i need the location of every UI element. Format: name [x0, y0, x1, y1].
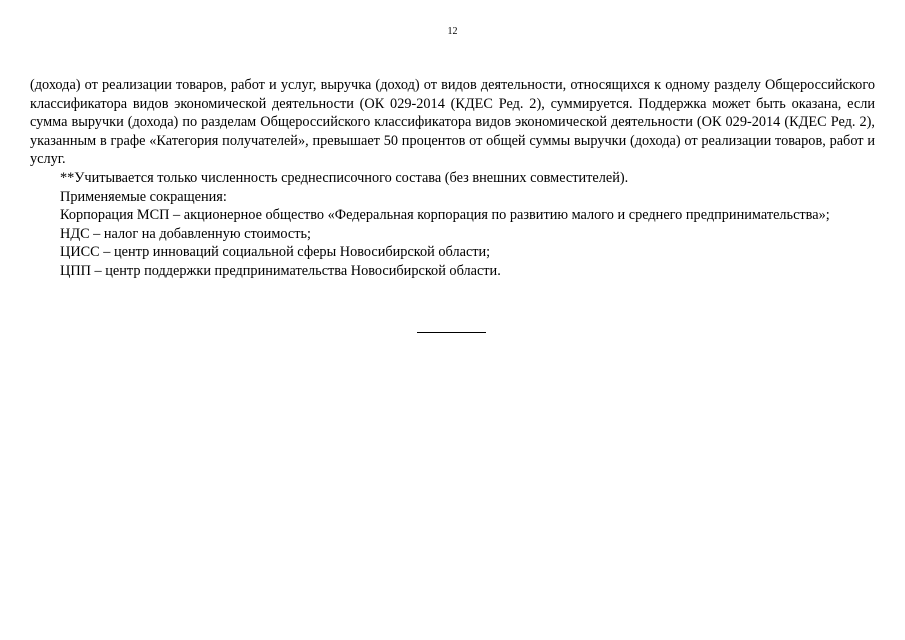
- abbreviation-item: Корпорация МСП – акционерное общество «Федеральная корпорация по развитию малого и среднего предпринимательства»;: [60, 207, 830, 224]
- page-number: 12: [447, 26, 458, 37]
- end-of-text-rule: [417, 332, 486, 333]
- document-body: [30, 76, 875, 281]
- continuation-paragraph: (дохода) от реализации товаров, работ и услуг, выручка (доход) от видов деятельности, относящихся к одному разделу Общероссийского классификатора видов экономической деятельности (ОК 029-2014 (КДЕС Ред. 2), суммируется. Поддержка может быть оказана, если сумма выручки (дохода) по разделам Общероссийского классификатора видов экономической деятельности (ОК 029-2014 (КДЕС Ред. 2), указанным в графе «Категория получателей», превышает 50 процентов от общей суммы выручки (дохода) от реализации товаров, работ и услуг.: [30, 77, 875, 168]
- abbreviations-heading: Применяемые сокращения:: [60, 188, 227, 205]
- abbreviation-item: ЦПП – центр поддержки предпринимательства Новосибирской области.: [60, 262, 501, 279]
- footnote-double-asterisk: **Учитывается только численность среднесписочного состава (без внешних совместителей).: [60, 169, 629, 186]
- abbreviation-item: ЦИСС – центр инноваций социальной сферы Новосибирской области;: [60, 244, 491, 261]
- abbreviation-item: НДС – налог на добавленную стоимость;: [60, 225, 311, 242]
